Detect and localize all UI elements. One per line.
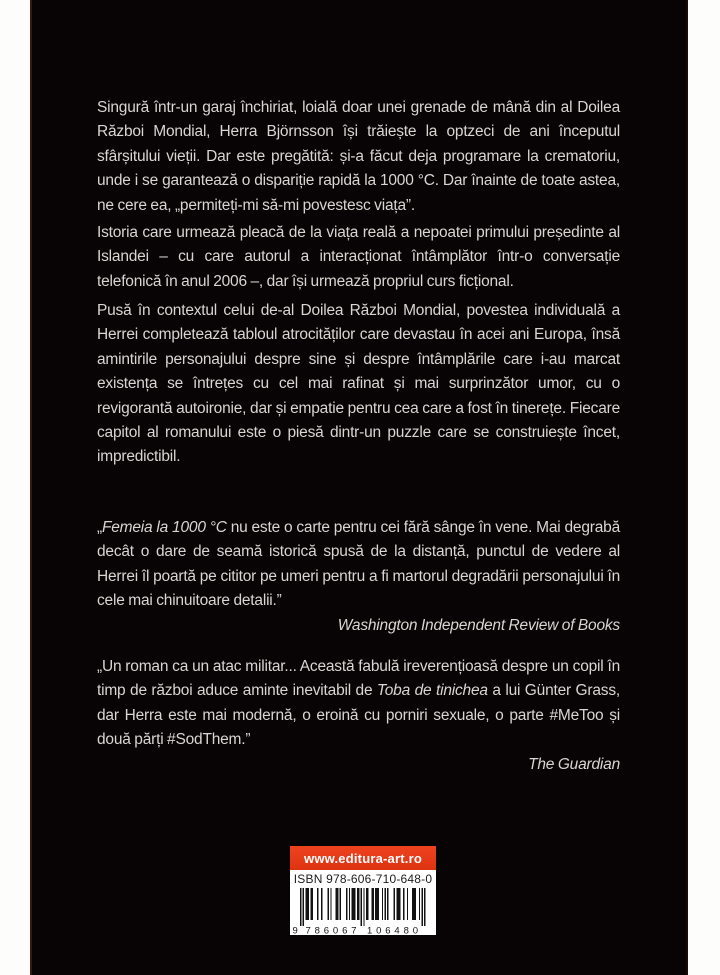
review-quote-2-body-start: „Un roman ca un atac militar... Această fabulă ireverențioasă despre un copil în timp de război aduce aminte inevitabil de (97, 658, 620, 700)
referenced-title-italic: Toba de tinichea (376, 682, 488, 700)
svg-text:9: 9 (292, 925, 298, 935)
isbn-label: ISBN 978-606-710-648-0 (293, 872, 433, 886)
review-quote-2-body-end: a lui Günter Grass, dar Herra este mai modernă, o eroină cu porniri sexuale, o parte #MeToo și două părți #SodThem.” (97, 682, 620, 749)
synopsis-paragraph-3: Pusă în contextul celui de-al Doilea Război Mondial, povestea individuală a Herrei completează tabloul atrocităților care devastau în acei ani Europa, însă amintirile personajului despre sine și despre întâmplările care i-au marcat existența se întrețes cu cel mai rafinat și mai surprinzător umor, cu o revigorantă autoironie, dar și empatie pentru cea care a fost în tinerețe. Fiecare capitol al romanului este o piesă dintr-un puzzle care se construiește încet, impredictibil. (97, 302, 620, 466)
review-quote-1-text (97, 516, 620, 614)
isbn-barcode-box (290, 870, 436, 935)
publisher-block (290, 846, 436, 935)
publisher-website-banner (290, 846, 436, 870)
synopsis-paragraph-2: Istoria care urmează pleacă de la viața reală a nepoatei primului președinte al Islandei – cu care autorul a interacționat întâmplător într-o conversație telefonică în anul 2006 –, dar își urmează propriul curs ficțional. (97, 224, 620, 290)
back-cover (30, 0, 688, 975)
svg-text:106480: 106480 (367, 925, 418, 935)
review-source-1: Washington Independent Review of Books (337, 616, 620, 634)
review-source-2: The Guardian (528, 755, 620, 773)
synopsis-column (97, 0, 620, 975)
quote-open-mark: „ (97, 519, 102, 536)
synopsis-paragraph-1: Singură într-un garaj închiriat, loială doar unei grenade de mână din al Doilea Război Mondial, Herra Björnsson își trăiește la optzeci de ani începutul sfârșitului vieții. Dar este pregătită: și-a făcut deja programare la crematoriu, unde i se garantează o dispariție rapidă la 1000 °C. Dar înainte de toate astea, ne cere ea, „permiteți-mi să-mi povestesc viața”. (97, 99, 620, 214)
ean13-barcode-icon (290, 888, 436, 935)
review-quote-1 (97, 516, 620, 638)
review-quote-2-text (97, 655, 620, 753)
book-title-italic: Femeia la 1000 °C (101, 519, 227, 536)
review-quote-2 (97, 655, 620, 777)
svg-text:786067: 786067 (305, 925, 357, 935)
review-quote-1-body: nu este o carte pentru cei fără sânge în vene. Mai degrabă decât o dare de seamă istorică spusă de la distanță, punctul de vedere al Herrei îl poartă pe cititor pe umeri pentru a fi martorul degradării personajului în cele mai chinuitoare detalii.” (97, 519, 620, 610)
publisher-website-url: www.editura-art.ro (304, 850, 422, 866)
